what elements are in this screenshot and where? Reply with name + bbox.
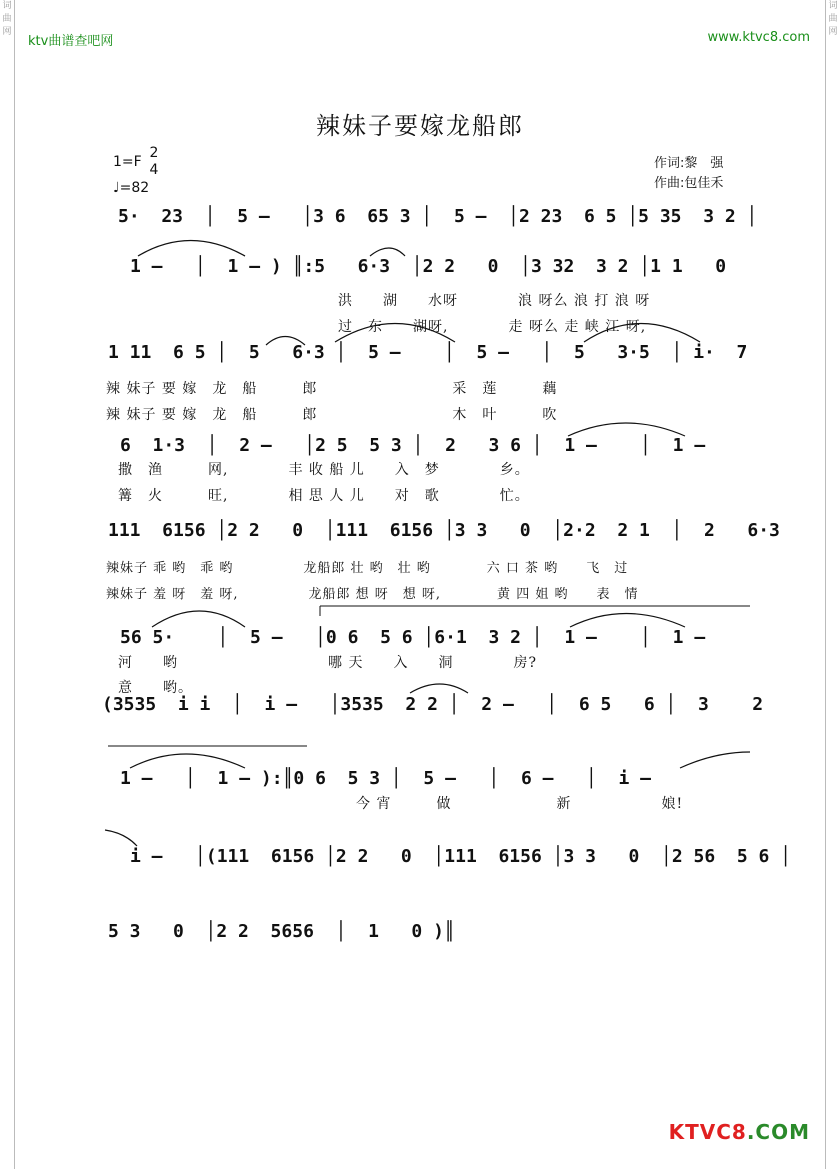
lyric-verse-1: 河 哟 哪 天 入 洞 房? bbox=[118, 655, 537, 671]
tempo-marking bbox=[113, 180, 149, 196]
site-url[interactable]: www.ktvc8.com bbox=[707, 30, 810, 45]
song-title: 辣妹子要嫁龙船郎 bbox=[316, 112, 524, 140]
lyric-verse-2: 意 哟。 bbox=[118, 680, 193, 696]
time-signature bbox=[149, 145, 159, 179]
notation-line: 1 – │ 1 – ) ║:5 6·3 │2 2 0 │3 32 3 2 │1 1 0 bbox=[130, 256, 727, 277]
notation-line: 1 – │ 1 – ):║0 6 5 3 │ 5 – │ 6 – │ i – bbox=[120, 768, 652, 789]
right-edge-strip bbox=[825, 0, 840, 1169]
lyric-verse-2: 辣妹子 羞 呀 羞 呀, 龙船郎 想 呀 想 呀, 黄 四 姐 哟 表 情 bbox=[106, 587, 639, 602]
notation-line: 5· 23 │ 5 – │3 6 65 3 │ 5 – │2 23 6 5 │5 35 3 2 │ bbox=[118, 206, 758, 227]
notation-line: 56 5· │ 5 – │0 6 5 6 │6·1 3 2 │ 1 – │ 1 – bbox=[120, 627, 706, 648]
lyric-verse-1: 辣妹子 乖 哟 乖 哟 龙船郎 壮 哟 壮 哟 六 口 茶 哟 飞 过 bbox=[106, 561, 629, 576]
tie-arc bbox=[680, 752, 750, 768]
notation-line: (3535 i i │ i – │3535 2 2 │ 2 – │ 6 5 6 │ 3 2 bbox=[102, 694, 764, 715]
notation-line: i – │(111 6156 │2 2 0 │111 6156 │3 3 0 │2 56 5 6 │ bbox=[130, 846, 792, 867]
lyricist: 作词:黎 强 bbox=[654, 156, 724, 171]
tie-arc bbox=[370, 248, 405, 256]
lyric-verse-1: 撒 渔 网, 丰 收 船 儿 入 梦 乡。 bbox=[118, 462, 530, 478]
side-text: 词曲网 bbox=[2, 1, 12, 37]
tempo-value: =82 bbox=[119, 180, 150, 196]
site-watermark: KTVC8.COM bbox=[668, 1120, 810, 1144]
lyric-verse-1: 洪 湖 水呀 浪 呀么 浪 打 浪 呀 bbox=[338, 293, 651, 309]
notation-line: 5 3 0 │2 2 5656 │ 1 0 )║ bbox=[108, 921, 455, 942]
time-bottom: 4 bbox=[149, 162, 159, 178]
notation-line: 6 1·3 │ 2 – │2 5 5 3 │ 2 3 6 │ 1 – │ 1 – bbox=[120, 435, 706, 456]
lyric-verse-2: 过 东 湖呀, 走 呀么 走 峡 江 呀, bbox=[338, 319, 647, 335]
key-signature: 1=F bbox=[113, 154, 142, 170]
time-top: 2 bbox=[149, 145, 159, 161]
quarter-note-icon: ♩ bbox=[113, 180, 120, 196]
lyric-verse-2: 篝 火 旺, 相 思 人 儿 对 歌 忙。 bbox=[118, 488, 530, 504]
tie-arc bbox=[152, 611, 245, 627]
composer: 作曲:包佳禾 bbox=[654, 176, 724, 191]
tie-arc bbox=[410, 684, 468, 693]
tie-arc bbox=[570, 614, 685, 628]
side-text: 词曲网 bbox=[828, 1, 838, 37]
tie-arc bbox=[138, 241, 245, 257]
lyric-verse-2: 辣 妹子 要 嫁 龙 船 郎 木 叶 吹 bbox=[106, 407, 558, 423]
lyric-verse-1: 今 宵 做 新 娘! bbox=[356, 796, 684, 812]
notation-line: 111 6156 │2 2 0 │111 6156 │3 3 0 │2·2 2 1 │ 2 6·3 bbox=[108, 520, 780, 541]
left-edge-strip bbox=[0, 0, 15, 1169]
site-name[interactable]: ktv曲谱查吧网 bbox=[28, 34, 114, 49]
tie-arc bbox=[105, 830, 137, 846]
lyric-verse-1: 辣 妹子 要 嫁 龙 船 郎 采 莲 藕 bbox=[106, 381, 558, 397]
notation-line: 1 11 6 5 │ 5 6·3 │ 5 – │ 5 – │ 5 3·5 │ i· 7 bbox=[108, 342, 748, 363]
tie-arc bbox=[130, 754, 245, 768]
